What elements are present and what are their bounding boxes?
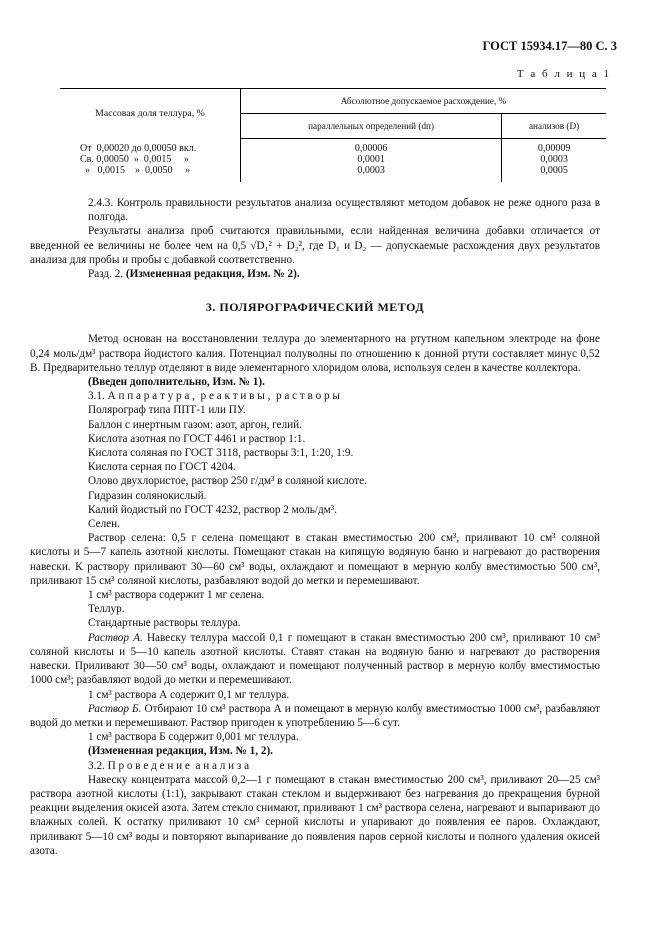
paragraph-amended: (Измененная редакция, Изм. № 1, 2).: [88, 745, 273, 758]
subsection-3-2: 3.2. П р о в е д е н и е а н а л и з а: [88, 759, 250, 772]
table-value: 0,0005: [540, 165, 568, 176]
table-value: 0,0001: [357, 154, 385, 165]
paragraph-solution-a-content: 1 см³ раствора А содержит 0,1 мг теллура.: [88, 688, 290, 701]
paragraph-introduced: (Введен дополнительно, Изм. № 1).: [88, 376, 265, 389]
paragraph-procedure: Навеску концентрата массой 0,2—1 г помещают в стакан вместимостью 200 см³, приливают 20—25 см³ раствора азотной кислоты (1:1), закрывают стакан стеклом и выдерживают без нагревания до прекращения бурной реакции выделения окисей азота. Затем стекло снимают, приливают 1 см³ раствора селена, нагревают и выпаривают до влажных солей. К остатку приливают 10 см³ серной кислоты и упаривают до появления ее паров. Охлаждают, приливают 5—10 см³ воды и повторяют выпаривание до появления паров серной кислоты и полного удаления окисей азота.: [30, 773, 600, 857]
table-row-range: Св. 0,00050 » 0,0015 »: [80, 153, 189, 165]
list-item: Калий йодистый по ГОСТ 4232, раствор 2 моль/дм³.: [88, 503, 337, 516]
list-item: Олово двухлористое, раствор 250 г/дм³ в соляной кислоте.: [88, 475, 367, 488]
paragraph-method: Метод основан на восстановлении теллура до элементарного на ртутном капельном электроде на фоне 0,24 моль/дм³ раствора йодистого калия. Потенциал полуволны по отношению к донной ртути составляет минус 0,52 В. Предварительно теллур отделяют в виде элементарного хлоридом олова, используя селен в качестве коллектора.: [30, 333, 600, 374]
paragraph-selenium-content: 1 см³ раствора содержит 1 мг селена.: [88, 589, 265, 602]
list-item: Полярограф типа ППТ-1 или ПУ.: [88, 404, 246, 417]
list-item: Кислота соляная по ГОСТ 3118, растворы 3:1, 1:20, 1:9.: [88, 447, 354, 460]
table-row-range: От 0,00020 до 0,00050 вкл.: [80, 142, 197, 154]
paragraph-solution-a: Раствор А. Навеску теллура массой 0,1 г помещают в стакан вместимостью 200 см³, приливают 10 см³ соляной кислоты и 5—10 капель азотной кислоты. Ставят стакан на водяную баню и нагревают до растворения навески. Приливают 30—50 см³ воды, охлаждают и помещают полученный раствор в мерную колбу вместимостью 1000 см³; разбавляют водой до метки и перемешивают.: [30, 631, 600, 687]
paragraph-razd: Разд. 2. (Измененная редакция, Изм. № 2).: [88, 268, 300, 281]
col-header-analyses: анализов (D): [502, 114, 606, 139]
paragraph-results: Результаты анализа проб считаются правильными, если найденная величина добавки отличается от введенной ее величины не более чем на 0,5 √D₁² + D₂², где D₁ и D₂ — допускаемые расхождения двух результатов анализа для пробы и пробы с добавкой соответственно.: [30, 225, 600, 266]
table-caption: Т а б л и ц а 1: [516, 68, 611, 80]
table-value: 0,0003: [357, 165, 385, 176]
table-value: 0,00009: [537, 143, 571, 154]
col-header-mass-fraction: Массовая доля теллура, %: [60, 89, 241, 139]
paragraph-solution-b: Раствор Б. Отбирают 10 см³ раствора А и помещают в мерную колбу вместимостью 1000 см³, разбавляют водой до метки и перемешивают. Раствор пригоден к употреблению 5—6 сут.: [30, 702, 600, 729]
col-header-parallel: параллельных определений (dп): [241, 114, 502, 139]
paragraph-solution-b-content: 1 см³ раствора Б содержит 0,001 мг теллура.: [88, 731, 299, 744]
section-title: 3. ПОЛЯРОГРАФИЧЕСКИЙ МЕТОД: [205, 300, 425, 315]
paragraph-tellurium: Теллур.: [88, 603, 125, 616]
tolerance-table: [60, 88, 606, 182]
list-item: Кислота азотная по ГОСТ 4461 и раствор 1:1.: [88, 432, 306, 445]
table-value: 0,0003: [540, 154, 568, 165]
paragraph-2-4-3: 2.4.3. Контроль правильности результатов анализа осуществляют методом добавок не реже одного раза в полгода.: [88, 197, 600, 224]
body-text: [30, 196, 600, 858]
table-body: [60, 139, 606, 183]
list-item: Гидразин солянокислый.: [88, 489, 207, 502]
subsection-3-1: 3.1. А п п а р а т у р а , р е а к т и в ы , р а с т в о р ы: [88, 390, 340, 403]
table-cell-parallel: [241, 139, 502, 183]
table-value: 0,00006: [354, 143, 388, 154]
list-item: Баллон с инертным газом: азот, аргон, гелий.: [88, 418, 302, 431]
table-row-range: » 0,0015 » 0,0050 »: [80, 164, 190, 176]
col-header-tolerance: Абсолютное допускаемое расхождение, %: [241, 89, 607, 114]
table-cell-analyses: [502, 139, 606, 183]
paragraph-standard: Стандартные растворы теллура.: [88, 617, 241, 630]
page-header: ГОСТ 15934.17—80 С. 3: [482, 39, 617, 53]
table-cell-ranges: [60, 139, 241, 183]
list-item: Кислота серная по ГОСТ 4204.: [88, 461, 236, 474]
list-item: Селен.: [88, 518, 120, 531]
paragraph-selenium-solution: Раствор селена: 0,5 г селена помещают в стакан вместимостью 200 см³, приливают 10 см³ соляной кислоты и 5—7 капель азотной кислоты. Помещают стакан на кипящую водяную баню и нагревают до растворения навески. К раствору приливают 30—60 см³ воды, охлаждают и помещают в мерную колбу вместимостью 500 см³, приливают 15 см³ соляной кислоты, разбавляют водой до метки и перемешивают.: [30, 532, 600, 587]
